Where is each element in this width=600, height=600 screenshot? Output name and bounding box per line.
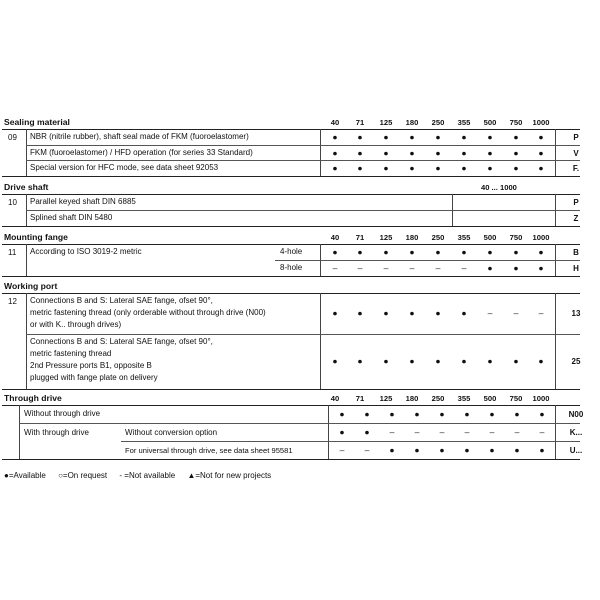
availability-mark: ● bbox=[489, 445, 495, 455]
size-header: 71 bbox=[355, 233, 365, 242]
divider bbox=[2, 405, 580, 406]
size-header: 250 bbox=[431, 394, 445, 403]
hole-count: 4-hole bbox=[280, 247, 303, 256]
availability-mark: ● bbox=[487, 132, 493, 142]
divider bbox=[320, 293, 321, 389]
availability-mark: ● bbox=[513, 247, 519, 257]
legend bbox=[4, 470, 281, 481]
order-code: N00 bbox=[568, 410, 584, 419]
availability-mark: – bbox=[514, 427, 520, 437]
divider bbox=[26, 145, 580, 146]
availability-mark: ● bbox=[487, 163, 493, 173]
divider bbox=[2, 176, 580, 177]
order-code: P bbox=[573, 198, 579, 207]
availability-mark: ● bbox=[339, 409, 345, 419]
availability-mark: ● bbox=[409, 308, 415, 318]
option-description-line: Connections B and S: Lateral SAE fange, ofset 90°, bbox=[30, 296, 213, 305]
size-header: 40 bbox=[330, 394, 340, 403]
divider bbox=[2, 276, 580, 277]
option-description-line: metric fastening thread (only orderable without through drive (N00) bbox=[30, 308, 266, 317]
availability-mark: ● bbox=[461, 148, 467, 158]
availability-mark: ● bbox=[538, 263, 544, 273]
availability-mark: ● bbox=[435, 247, 441, 257]
availability-mark: ● bbox=[539, 409, 545, 419]
option-description: With through drive bbox=[24, 428, 89, 437]
option-description: Without through drive bbox=[24, 409, 101, 418]
order-code: B bbox=[573, 248, 579, 257]
availability-mark: – bbox=[461, 263, 467, 273]
divider bbox=[26, 334, 580, 335]
group-number: 10 bbox=[8, 198, 17, 207]
availability-mark: ● bbox=[513, 148, 519, 158]
divider bbox=[26, 293, 27, 389]
order-code: H bbox=[573, 264, 579, 273]
availability-mark: – bbox=[487, 308, 493, 318]
size-header: 71 bbox=[355, 394, 365, 403]
availability-mark: ● bbox=[487, 148, 493, 158]
availability-mark: – bbox=[539, 427, 545, 437]
divider bbox=[320, 129, 321, 176]
availability-mark: – bbox=[409, 263, 415, 273]
size-header: 355 bbox=[457, 394, 471, 403]
availability-mark: – bbox=[389, 427, 395, 437]
availability-mark: ● bbox=[435, 132, 441, 142]
legend-on-request: ○=On request bbox=[58, 471, 108, 480]
size-header: 500 bbox=[483, 118, 497, 127]
divider bbox=[2, 293, 580, 294]
group-number: 09 bbox=[8, 133, 17, 142]
availability-mark: ● bbox=[513, 163, 519, 173]
size-header: 40 bbox=[330, 233, 340, 242]
group-number: 12 bbox=[8, 297, 17, 306]
size-header: 180 bbox=[405, 233, 419, 242]
availability-mark: ● bbox=[389, 409, 395, 419]
divider bbox=[328, 405, 329, 459]
size-header: 750 bbox=[509, 394, 523, 403]
option-description: Splined shaft DIN 5480 bbox=[30, 213, 113, 222]
size-header: 1000 bbox=[532, 233, 550, 242]
section-title-working-port: Working port bbox=[4, 281, 58, 291]
availability-mark: ● bbox=[409, 247, 415, 257]
availability-mark: ● bbox=[464, 445, 470, 455]
size-header: 500 bbox=[483, 394, 497, 403]
section-title-through-drive: Through drive bbox=[4, 393, 62, 403]
size-header: 180 bbox=[405, 118, 419, 127]
option-description-line: metric fastening thread bbox=[30, 349, 112, 358]
group-number: 11 bbox=[8, 248, 17, 257]
availability-mark: – bbox=[364, 445, 370, 455]
availability-mark: ● bbox=[538, 148, 544, 158]
availability-mark: ● bbox=[409, 163, 415, 173]
divider bbox=[26, 129, 27, 176]
order-code: Z bbox=[573, 214, 579, 223]
divider bbox=[2, 194, 580, 195]
availability-mark: ● bbox=[539, 445, 545, 455]
availability-mark: ● bbox=[383, 163, 389, 173]
size-header: 250 bbox=[431, 118, 445, 127]
availability-mark: – bbox=[332, 263, 338, 273]
availability-mark: ● bbox=[332, 356, 338, 366]
hole-count: 8-hole bbox=[280, 263, 303, 272]
order-code: 13 bbox=[571, 309, 581, 318]
availability-mark: ● bbox=[538, 247, 544, 257]
availability-mark: ● bbox=[461, 247, 467, 257]
order-code: 25 bbox=[571, 357, 581, 366]
availability-mark: – bbox=[513, 308, 519, 318]
size-header: 750 bbox=[509, 233, 523, 242]
availability-mark: – bbox=[489, 427, 495, 437]
availability-mark: ● bbox=[513, 132, 519, 142]
size-header: 71 bbox=[355, 118, 365, 127]
availability-mark: ● bbox=[332, 148, 338, 158]
availability-mark: ● bbox=[332, 163, 338, 173]
availability-mark: ● bbox=[514, 445, 520, 455]
availability-mark: – bbox=[435, 263, 441, 273]
availability-mark: ● bbox=[487, 263, 493, 273]
order-code: F. bbox=[572, 164, 580, 173]
section-title-drive-shaft: Drive shaft bbox=[4, 182, 49, 192]
option-sub-description: For universal through drive, see data sheet 95581 bbox=[125, 446, 293, 455]
order-code: V bbox=[573, 149, 579, 158]
divider bbox=[2, 459, 580, 460]
divider bbox=[555, 293, 556, 389]
option-description-line: plugged with fange plate on delivery bbox=[30, 373, 158, 382]
option-description-line: Connections B and S: Lateral SAE fange, ofset 90°, bbox=[30, 337, 213, 346]
availability-mark: – bbox=[439, 427, 445, 437]
divider bbox=[26, 210, 580, 211]
availability-mark: ● bbox=[409, 356, 415, 366]
divider bbox=[2, 226, 580, 227]
divider bbox=[2, 389, 580, 390]
divider bbox=[2, 129, 580, 130]
availability-mark: ● bbox=[409, 148, 415, 158]
availability-mark: ● bbox=[461, 356, 467, 366]
legend-not-available: - =Not available bbox=[119, 471, 176, 480]
option-description: NBR (nitrile rubber), shaft seal made of FKM (fuoroelastomer) bbox=[30, 132, 249, 141]
availability-mark: ● bbox=[439, 445, 445, 455]
availability-mark: ● bbox=[383, 308, 389, 318]
divider bbox=[555, 405, 556, 459]
availability-mark: ● bbox=[339, 427, 345, 437]
availability-mark: ● bbox=[487, 356, 493, 366]
availability-mark: ● bbox=[389, 445, 395, 455]
size-header: 125 bbox=[379, 118, 393, 127]
availability-mark: ● bbox=[357, 163, 363, 173]
size-header: 125 bbox=[379, 394, 393, 403]
divider bbox=[555, 129, 556, 176]
availability-mark: ● bbox=[383, 356, 389, 366]
divider bbox=[2, 244, 580, 245]
availability-mark: ● bbox=[332, 308, 338, 318]
size-header: 250 bbox=[431, 233, 445, 242]
availability-mark: ● bbox=[414, 445, 420, 455]
availability-mark: ● bbox=[538, 132, 544, 142]
availability-mark: ● bbox=[383, 247, 389, 257]
size-header: 40 bbox=[330, 118, 340, 127]
divider bbox=[19, 423, 580, 424]
option-description-line: or with K.. through drives) bbox=[30, 320, 122, 329]
availability-mark: ● bbox=[383, 148, 389, 158]
availability-mark: ● bbox=[435, 308, 441, 318]
option-sub-description: Without conversion option bbox=[125, 428, 218, 437]
size-header: 1000 bbox=[532, 118, 550, 127]
availability-mark: ● bbox=[357, 132, 363, 142]
size-header: 125 bbox=[379, 233, 393, 242]
availability-mark: ● bbox=[464, 409, 470, 419]
availability-mark: ● bbox=[538, 356, 544, 366]
order-code: P bbox=[573, 133, 579, 142]
availability-mark: ● bbox=[357, 148, 363, 158]
availability-mark: ● bbox=[332, 247, 338, 257]
availability-mark: ● bbox=[513, 356, 519, 366]
availability-mark: ● bbox=[487, 247, 493, 257]
size-header: 1000 bbox=[532, 394, 550, 403]
availability-mark: ● bbox=[364, 409, 370, 419]
availability-mark: – bbox=[339, 445, 345, 455]
divider bbox=[275, 260, 580, 261]
option-description-line: 2nd Pressure ports B1, opposite B bbox=[30, 361, 152, 370]
section-title-sealing: Sealing material bbox=[4, 117, 70, 127]
option-description: Special version for HFC mode, see data sheet 92053 bbox=[30, 163, 219, 172]
availability-mark: ● bbox=[435, 356, 441, 366]
size-range: 40 ... 1000 bbox=[481, 183, 517, 192]
availability-mark: ● bbox=[489, 409, 495, 419]
availability-mark: ● bbox=[364, 427, 370, 437]
divider bbox=[26, 160, 580, 161]
availability-mark: – bbox=[383, 263, 389, 273]
availability-mark: – bbox=[538, 308, 544, 318]
availability-mark: – bbox=[357, 263, 363, 273]
availability-mark: ● bbox=[461, 163, 467, 173]
availability-mark: ● bbox=[513, 263, 519, 273]
order-code: U... bbox=[569, 446, 583, 455]
availability-mark: ● bbox=[383, 132, 389, 142]
section-title-mounting: Mounting fange bbox=[4, 232, 68, 242]
availability-mark: ● bbox=[435, 163, 441, 173]
option-description: FKM (fuoroelastomer) / HFD operation (for series 33 Standard) bbox=[30, 148, 253, 157]
size-header: 355 bbox=[457, 233, 471, 242]
option-description: Parallel keyed shaft DIN 6885 bbox=[30, 197, 136, 206]
availability-mark: ● bbox=[357, 308, 363, 318]
order-code: K... bbox=[569, 428, 583, 437]
availability-mark: ● bbox=[514, 409, 520, 419]
availability-mark: – bbox=[414, 427, 420, 437]
availability-mark: ● bbox=[332, 132, 338, 142]
availability-mark: ● bbox=[357, 356, 363, 366]
availability-mark: – bbox=[464, 427, 470, 437]
availability-mark: ● bbox=[461, 308, 467, 318]
legend-not-for-new-projects: ▲=Not for new projects bbox=[187, 471, 272, 480]
availability-mark: ● bbox=[439, 409, 445, 419]
size-header: 750 bbox=[509, 118, 523, 127]
availability-mark: ● bbox=[461, 132, 467, 142]
divider bbox=[121, 441, 580, 442]
size-header: 180 bbox=[405, 394, 419, 403]
size-header: 500 bbox=[483, 233, 497, 242]
availability-mark: ● bbox=[414, 409, 420, 419]
availability-mark: ● bbox=[357, 247, 363, 257]
size-header: 355 bbox=[457, 118, 471, 127]
divider bbox=[19, 405, 20, 459]
availability-mark: ● bbox=[538, 163, 544, 173]
availability-mark: ● bbox=[435, 148, 441, 158]
option-description: According to ISO 3019-2 metric bbox=[30, 247, 142, 256]
legend-available: ●=Available bbox=[4, 471, 46, 480]
divider bbox=[26, 244, 27, 276]
availability-mark: ● bbox=[409, 132, 415, 142]
